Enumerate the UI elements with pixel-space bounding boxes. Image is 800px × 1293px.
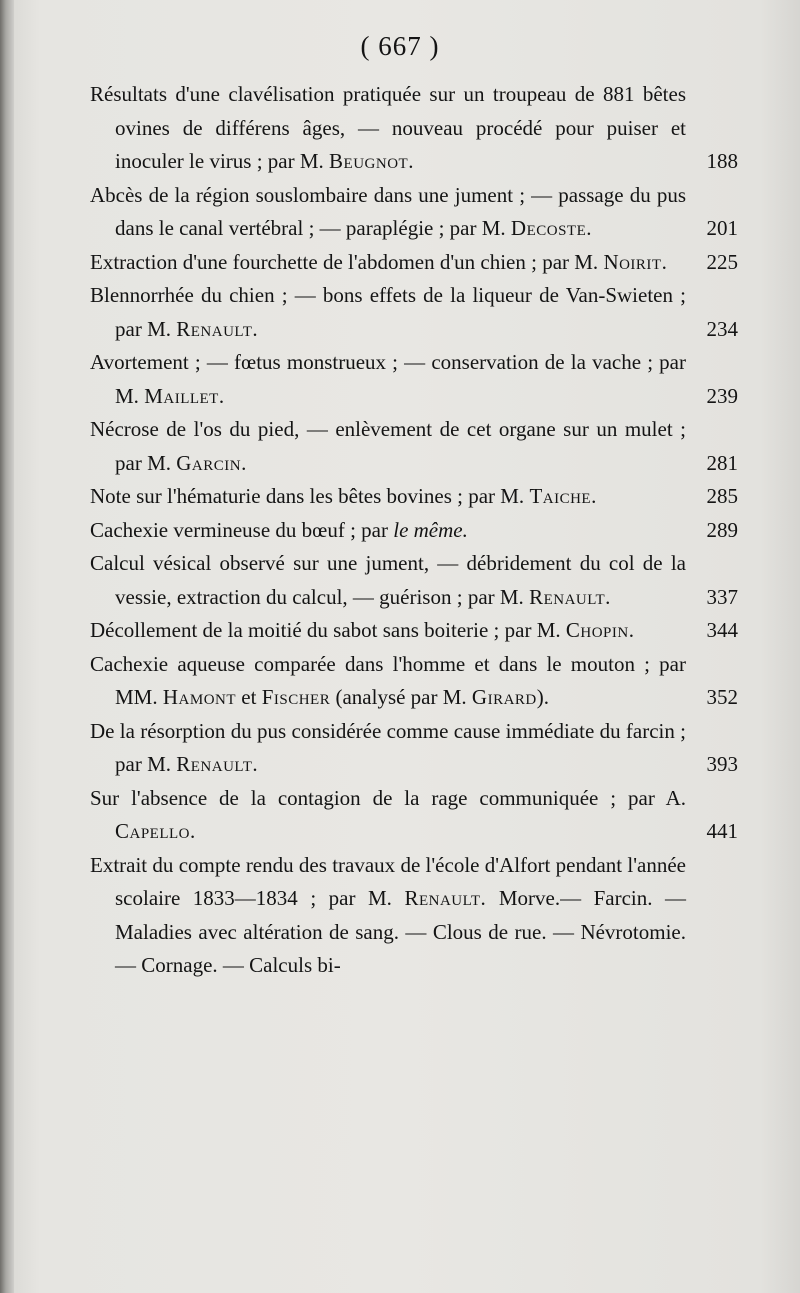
toc-entry (90, 413, 738, 480)
toc-entry (90, 849, 738, 983)
entry-title: Extraction d'une fourchette de l'abdomen d'un chien ; par M. (90, 249, 604, 274)
toc-entry (90, 179, 738, 246)
entry-title: Calcul vésical observé sur une jument, — débridement du col de la vessie, extraction du calcul, — guérison ; par M. (90, 551, 686, 609)
entry-page-number: 201 (706, 216, 738, 240)
toc-entry (90, 346, 738, 413)
entry-title-connector: (analysé par M. (330, 685, 472, 709)
entry-author: Decoste. (510, 216, 593, 240)
book-spine-shadow (0, 0, 14, 1293)
entry-page-number: 337 (706, 584, 738, 609)
entry-title: Décollement de la moitié du sabot sans boiterie ; par M. (90, 618, 566, 642)
toc-entry (90, 614, 738, 648)
entry-author: Noirit. (603, 249, 668, 274)
entry-author: Hamont (162, 685, 237, 709)
entry-page-number: 352 (706, 685, 738, 709)
entry-page-number: 289 (706, 517, 738, 542)
entry-page-number: 344 (706, 618, 738, 642)
entry-title: Sur l'absence de la contagion de la rage communiquée ; par A. (90, 785, 686, 810)
entry-author: Garcin. (176, 450, 247, 475)
toc-entry (90, 715, 738, 782)
entry-title: Blennorrhée du chien ; — bons effets de la liqueur de Van-Swieten ; par M. (90, 283, 686, 341)
entry-author: Renault. (176, 316, 259, 341)
table-of-contents (90, 78, 738, 983)
entry-page-number: 234 (706, 316, 738, 341)
page-number: ( 667 ) (360, 31, 440, 61)
entry-title: Nécrose de l'os du pied, — enlèvement de cet organe sur un mulet ; par M. (90, 417, 686, 475)
entry-subtopics: Morve.— Farcin. — Maladies avec altération de sang. — Clous de rue. — Névrotomie. — Cornage. — Calculs bi- (115, 886, 686, 977)
toc-entry (90, 514, 738, 548)
entry-page-number: 393 (706, 752, 738, 776)
entry-author: Renault. (176, 752, 259, 776)
entry-title-connector: et (236, 685, 262, 709)
entry-author: Renault. (529, 584, 611, 609)
entry-author: Taiche. (529, 484, 597, 508)
entry-title: Extrait du compte rendu des travaux de l'école d'Alfort pendant l'année scolaire 1833—1834 ; par M. (90, 852, 686, 910)
entry-author: Maillet. (144, 383, 225, 408)
entry-title: Cachexie vermineuse du bœuf ; par (90, 517, 394, 542)
entry-page-number: 441 (706, 819, 738, 843)
toc-entry (90, 547, 738, 614)
toc-entry (90, 648, 738, 715)
entry-page-number: 188 (706, 149, 738, 173)
entry-page-number: 285 (706, 484, 738, 508)
entry-author: Capello. (115, 819, 196, 843)
entry-title: Note sur l'hématurie dans les bêtes bovines ; par M. (90, 484, 530, 508)
toc-entry (90, 279, 738, 346)
toc-entry (90, 246, 738, 280)
entry-author: Renault. (404, 886, 487, 910)
entry-author: Beugnot. (329, 149, 414, 173)
entry-author: Fischer (261, 685, 331, 709)
toc-entry (90, 78, 738, 179)
entry-page-number: 239 (706, 383, 738, 408)
entry-title: Cachexie aqueuse comparée dans l'homme et dans le mouton ; par MM. (90, 651, 686, 709)
entry-title: Abcès de la région souslombaire dans une jument ; — passage du pus dans le canal vertébral ; — paraplégie ; par M. (90, 182, 686, 240)
entry-page-number: 225 (706, 249, 738, 274)
entry-author: le même. (393, 517, 468, 542)
entry-author: Chopin. (565, 618, 635, 642)
toc-entry (90, 480, 738, 514)
entry-title: De la résorption du pus considérée comme cause immédiate du farcin ; par M. (90, 718, 686, 776)
entry-title: Avortement ; — fœtus monstrueux ; — conservation de la vache ; par M. (90, 350, 686, 408)
entry-title: Résultats d'une clavélisation pratiquée sur un troupeau de 881 bêtes ovines de différens âges, — nouveau procédé pour puiser et inoculer le virus ; par M. (90, 82, 686, 173)
toc-entry (90, 782, 738, 849)
entry-page-number: 281 (706, 450, 738, 475)
entry-title-connector: ). (536, 685, 550, 709)
entry-author: Girard (471, 685, 537, 709)
